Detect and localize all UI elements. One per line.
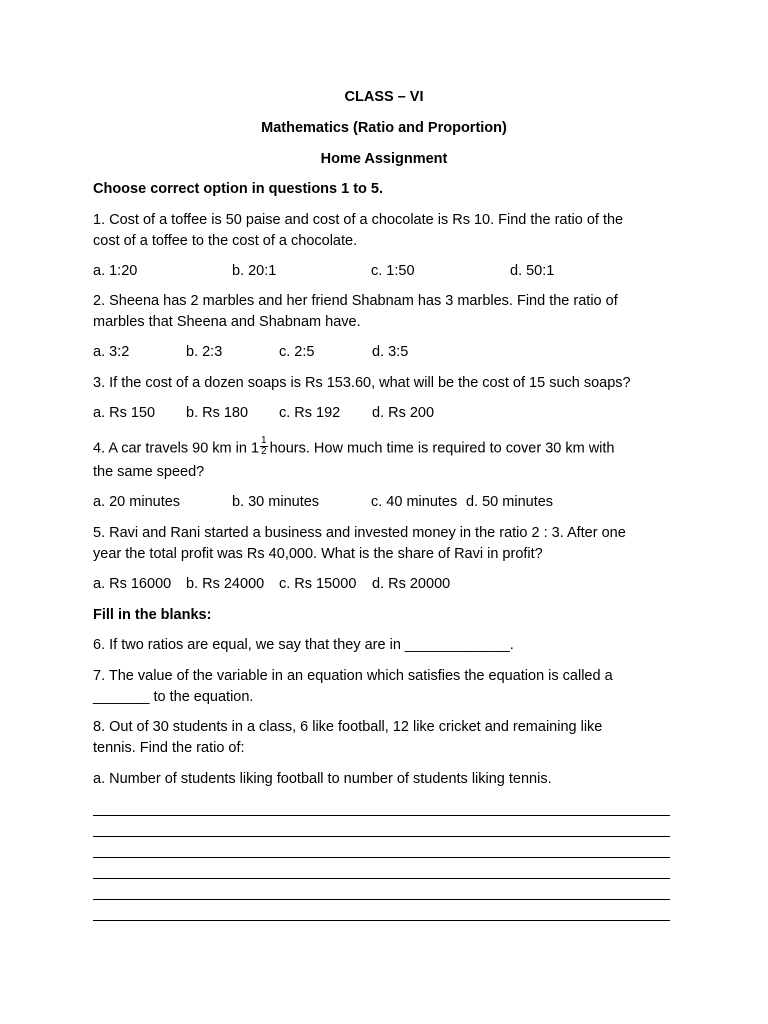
q4-option-a: a. 20 minutes (93, 494, 181, 510)
q5-option-c: c. Rs 15000 (279, 576, 357, 592)
q2-option-b: b. 2:3 (186, 344, 223, 360)
q4-text-post: hours. How much time is required to cover 30 km with (269, 440, 615, 457)
q2-text-line2: marbles that Sheena and Shabnam have. (93, 314, 361, 330)
q1-option-b: b. 20:1 (232, 263, 277, 279)
answer-line[interactable] (93, 836, 670, 837)
q5-text-line2: year the total profit was Rs 40,000. What is the share of Ravi in profit? (93, 546, 543, 562)
class-heading: CLASS – VI (344, 89, 424, 105)
q2-option-d: d. 3:5 (372, 344, 409, 360)
q2-text-line1: 2. Sheena has 2 marbles and her friend Shabnam has 3 marbles. Find the ratio of (93, 293, 618, 309)
q8-text-line1: 8. Out of 30 students in a class, 6 like football, 12 like cricket and remaining like (93, 719, 603, 735)
q8-text-line2: tennis. Find the ratio of: (93, 740, 245, 756)
q3-option-c: c. Rs 192 (279, 405, 341, 421)
q7-text-line1: 7. The value of the variable in an equation which satisfies the equation is called a (93, 668, 613, 684)
q8-part-a: a. Number of students liking football to number of students liking tennis. (93, 771, 552, 787)
q4-option-d: d. 50 minutes (466, 494, 554, 510)
q4-fraction-denominator: 2 (261, 446, 267, 457)
q4-text-line1 (93, 435, 615, 459)
answer-line[interactable] (93, 899, 670, 900)
answer-line[interactable] (93, 920, 670, 921)
q1-option-d: d. 50:1 (510, 263, 555, 279)
q1-option-c: c. 1:50 (371, 263, 415, 279)
answer-line[interactable] (93, 857, 670, 858)
q3-text-line1: 3. If the cost of a dozen soaps is Rs 153.60, what will be the cost of 15 such soaps? (93, 375, 631, 391)
q5-text-line1: 5. Ravi and Rani started a business and invested money in the ratio 2 : 3. After one (93, 525, 626, 541)
q2-option-c: c. 2:5 (279, 344, 315, 360)
q3-option-b: b. Rs 180 (186, 405, 249, 421)
q7-text-line2: _______ to the equation. (93, 689, 254, 705)
q3-option-a: a. Rs 150 (93, 405, 156, 421)
q4-option-b: b. 30 minutes (232, 494, 320, 510)
q2-option-a: a. 3:2 (93, 344, 130, 360)
section1-instruction: Choose correct option in questions 1 to 5. (93, 181, 384, 197)
q1-text-line1: 1. Cost of a toffee is 50 paise and cost of a chocolate is Rs 10. Find the ratio of the (93, 212, 624, 228)
q4-text-pre: 4. A car travels 90 km in 1 (93, 440, 260, 457)
subject-heading: Mathematics (Ratio and Proportion) (261, 120, 507, 136)
q3-option-d: d. Rs 200 (372, 405, 435, 421)
q4-fraction-numerator: 1 (261, 435, 267, 446)
q1-option-a: a. 1:20 (93, 263, 138, 279)
q5-option-a: a. Rs 16000 (93, 576, 172, 592)
q1-text-line2: cost of a toffee to the cost of a chocolate. (93, 233, 358, 249)
q5-option-b: b. Rs 24000 (186, 576, 265, 592)
q5-option-d: d. Rs 20000 (372, 576, 451, 592)
answer-line[interactable] (93, 815, 670, 816)
q4-text-line2: the same speed? (93, 464, 205, 480)
q4-option-c: c. 40 minutes (371, 494, 458, 510)
q4-fraction (260, 436, 268, 457)
answer-line[interactable] (93, 878, 670, 879)
section2-instruction: Fill in the blanks: (93, 607, 212, 623)
q6-text-line1: 6. If two ratios are equal, we say that they are in _____________. (93, 637, 514, 653)
assignment-heading: Home Assignment (320, 151, 448, 167)
